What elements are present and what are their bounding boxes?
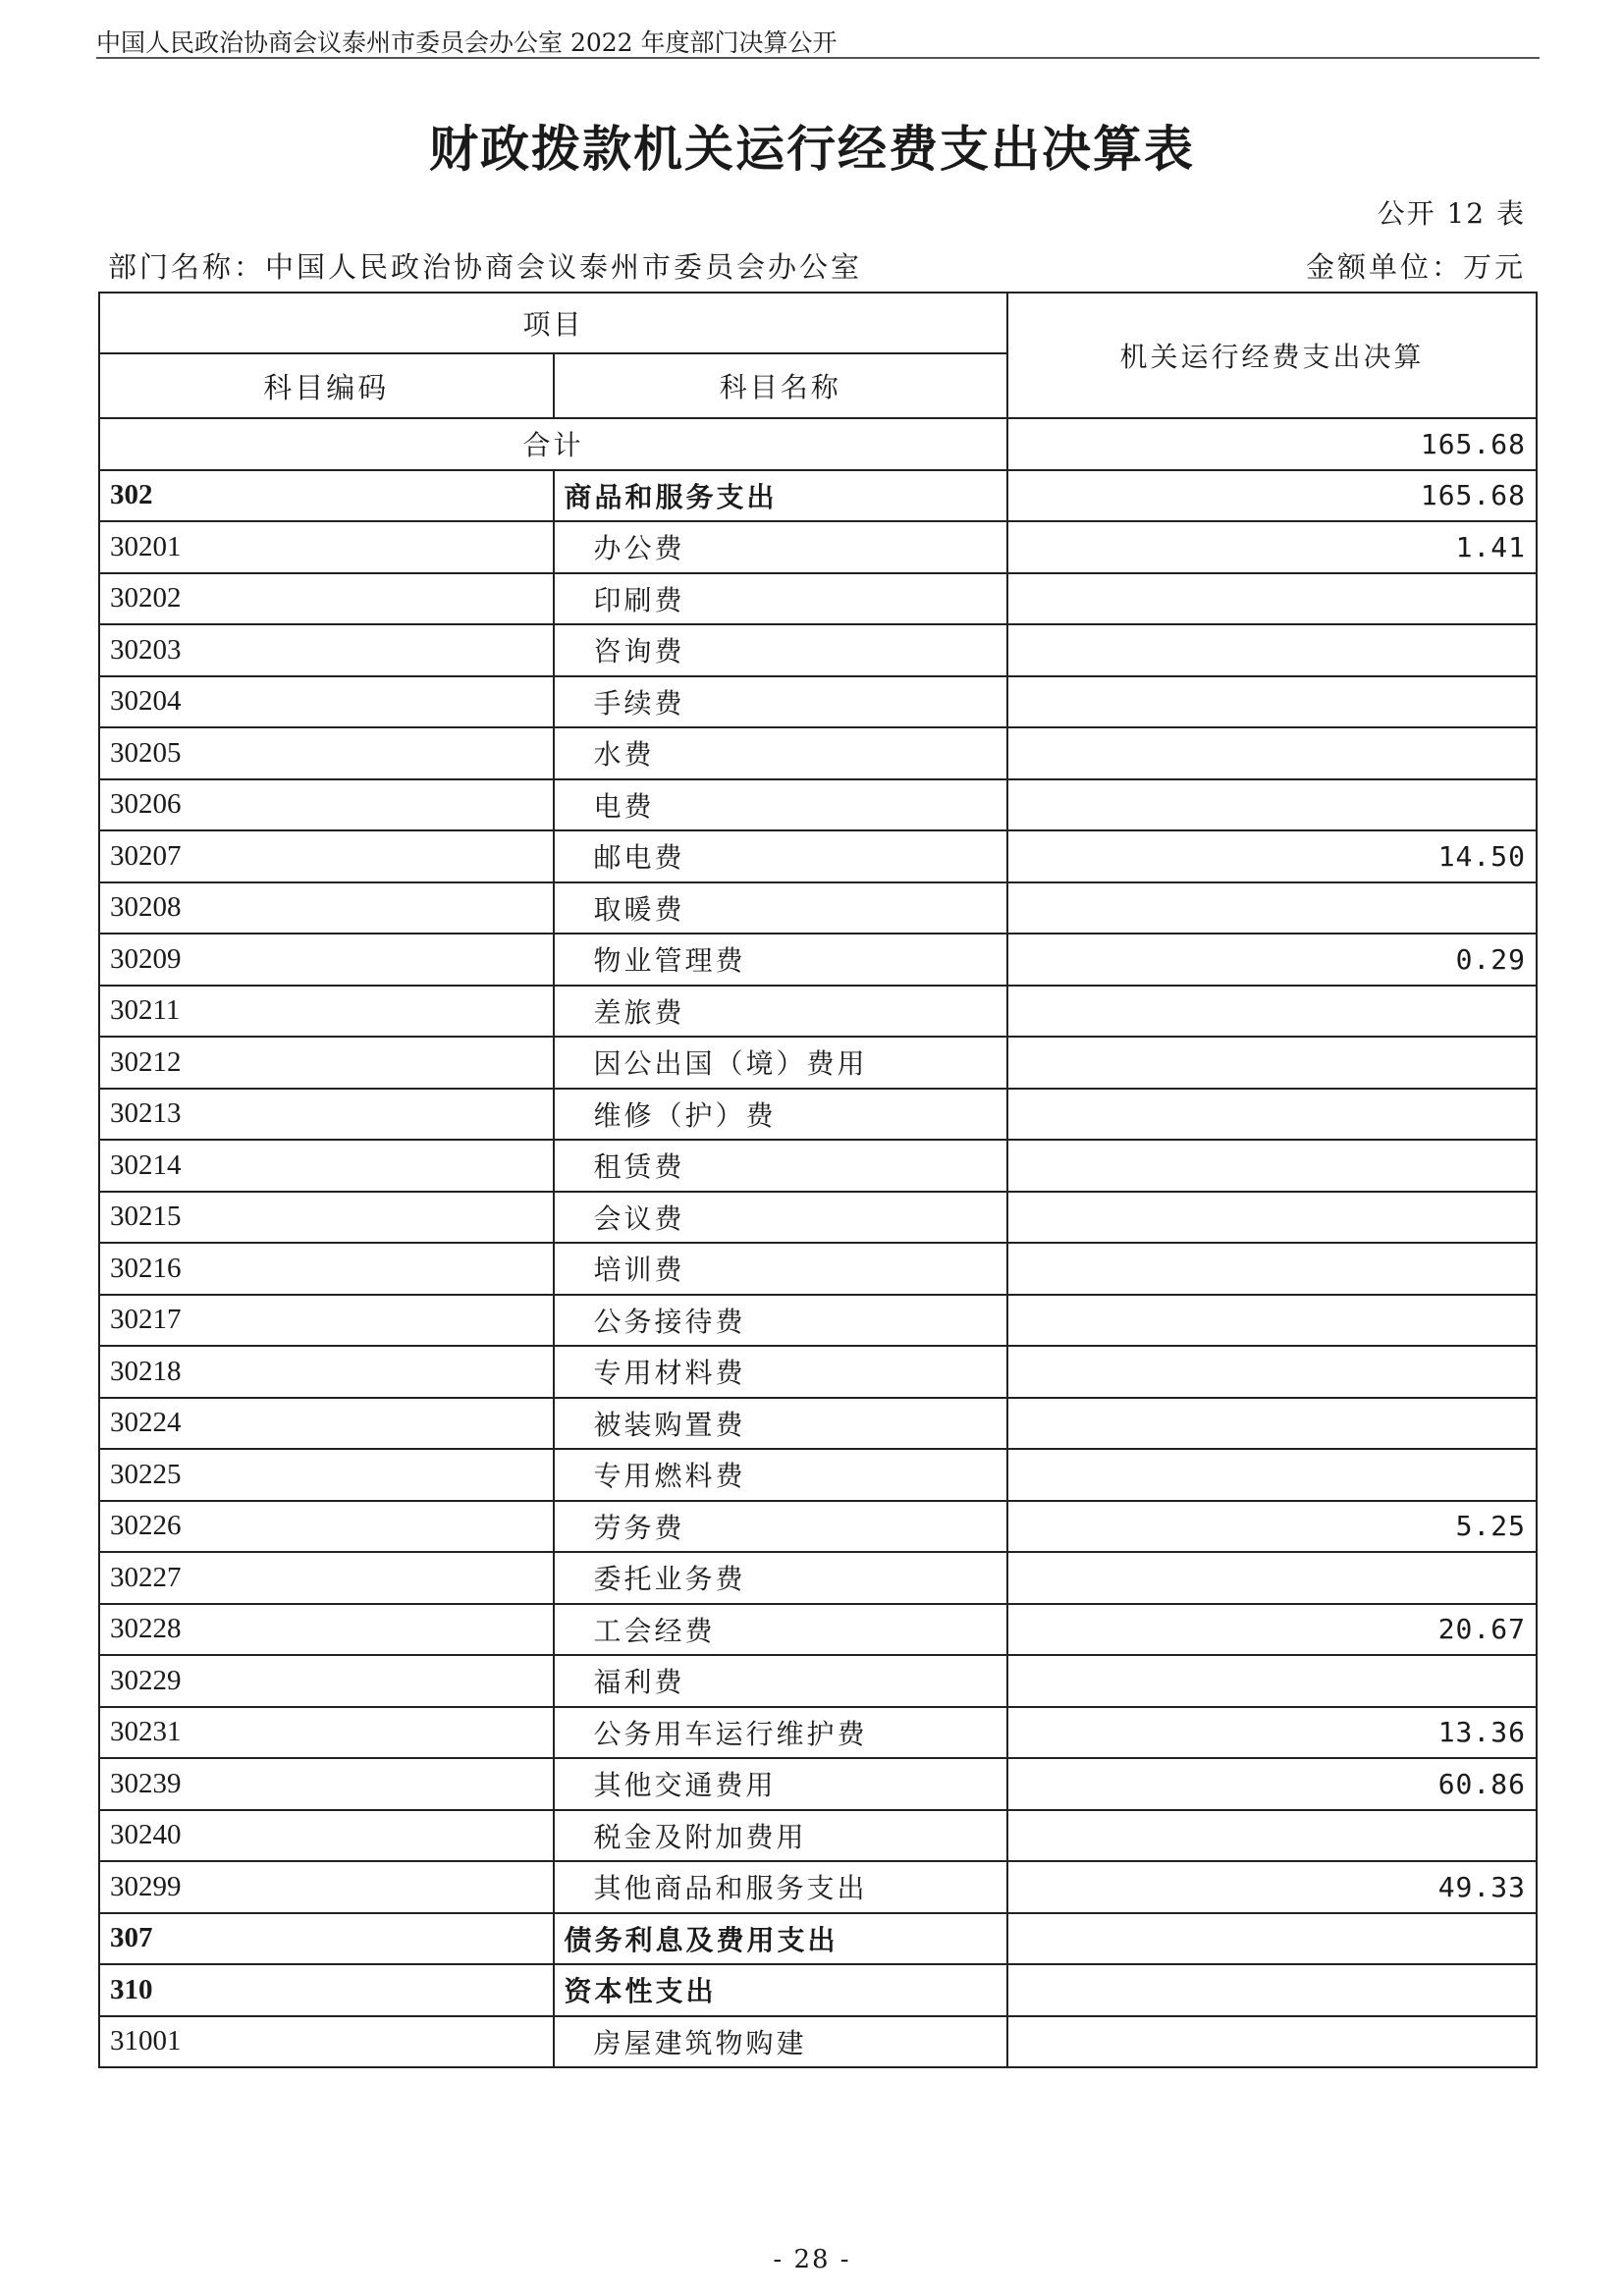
table-row [99,1707,1537,1759]
row-name: 咨询费 [554,624,1008,676]
header-project: 项目 [99,293,1007,353]
running-header: 中国人民政治协商会议泰州市委员会办公室 2022 年度部门决算公开 [96,28,838,57]
row-code: 30224 [99,1398,554,1450]
row-name: 其他交通费用 [554,1758,1008,1810]
row-code: 307 [99,1913,554,1965]
row-code: 30299 [99,1861,554,1913]
row-amount [1007,1449,1537,1501]
table-row [99,1655,1537,1707]
row-amount [1007,1089,1537,1141]
row-name: 邮电费 [554,830,1008,882]
table-row [99,1552,1537,1604]
row-code: 30225 [99,1449,554,1501]
header-divider [96,57,1540,59]
row-name: 维修（护）费 [554,1089,1008,1141]
row-name: 公务用车运行维护费 [554,1707,1008,1759]
expenditure-table [98,292,1538,2068]
row-code: 30216 [99,1243,554,1295]
row-code: 30229 [99,1655,554,1707]
row-code: 30205 [99,727,554,779]
row-name: 取暖费 [554,882,1008,934]
row-name: 租赁费 [554,1140,1008,1192]
row-code: 310 [99,1964,554,2016]
row-name: 培训费 [554,1243,1008,1295]
row-code: 30206 [99,779,554,831]
row-amount [1007,1552,1537,1604]
row-name: 因公出国（境）费用 [554,1037,1008,1089]
total-label: 合计 [99,418,1007,470]
row-amount [1007,986,1537,1038]
row-amount [1007,2016,1537,2068]
row-name: 专用燃料费 [554,1449,1008,1501]
row-name: 工会经费 [554,1604,1008,1656]
row-code: 30227 [99,1552,554,1604]
row-amount [1007,1810,1537,1862]
table-row [99,2016,1537,2068]
row-amount: 13.36 [1007,1707,1537,1759]
row-name: 印刷费 [554,573,1008,625]
table-row [99,1037,1537,1089]
table-row [99,1604,1537,1656]
table-row [99,727,1537,779]
row-name: 税金及附加费用 [554,1810,1008,1862]
row-name: 劳务费 [554,1501,1008,1553]
row-amount: 20.67 [1007,1604,1537,1656]
row-code: 30217 [99,1295,554,1347]
row-name: 差旅费 [554,986,1008,1038]
row-amount [1007,727,1537,779]
row-code: 30211 [99,986,554,1038]
table-row [99,624,1537,676]
row-amount [1007,779,1537,831]
row-amount: 49.33 [1007,1861,1537,1913]
header-amount: 机关运行经费支出决算 [1007,293,1537,418]
table-row [99,1964,1537,2016]
row-name: 资本性支出 [554,1964,1008,2016]
row-name: 手续费 [554,676,1008,728]
row-code: 30209 [99,934,554,986]
table-row [99,1398,1537,1450]
row-name: 物业管理费 [554,934,1008,986]
row-name: 委托业务费 [554,1552,1008,1604]
row-amount: 0.29 [1007,934,1537,986]
row-amount [1007,1398,1537,1450]
row-code: 30218 [99,1346,554,1398]
total-amount: 165.68 [1007,418,1537,470]
table-row [99,1089,1537,1141]
row-amount: 14.50 [1007,830,1537,882]
table-row [99,882,1537,934]
page-number: - 28 - [773,2245,851,2274]
table-row [99,1810,1537,1862]
row-code: 31001 [99,2016,554,2068]
row-name: 债务利息及费用支出 [554,1913,1008,1965]
row-code: 30214 [99,1140,554,1192]
row-amount [1007,1655,1537,1707]
table-row [99,676,1537,728]
table-row [99,986,1537,1038]
table-row [99,1346,1537,1398]
row-name: 福利费 [554,1655,1008,1707]
row-code: 30212 [99,1037,554,1089]
row-name: 电费 [554,779,1008,831]
table-row [99,1140,1537,1192]
table-row [99,1295,1537,1347]
table-row [99,1501,1537,1553]
row-amount [1007,1295,1537,1347]
row-amount [1007,1346,1537,1398]
table-row [99,934,1537,986]
row-amount [1007,1140,1537,1192]
table-row [99,470,1537,522]
row-code: 30215 [99,1192,554,1244]
header-code: 科目编码 [99,353,554,418]
table-row [99,1861,1537,1913]
table-number: 公开 12 表 [1377,197,1526,230]
row-code: 30228 [99,1604,554,1656]
row-name: 专用材料费 [554,1346,1008,1398]
row-code: 302 [99,470,554,522]
row-amount [1007,573,1537,625]
row-code: 30207 [99,830,554,882]
row-name: 办公费 [554,521,1008,573]
row-code: 30202 [99,573,554,625]
table-row [99,1758,1537,1810]
row-name: 会议费 [554,1192,1008,1244]
table-row [99,1913,1537,1965]
row-code: 30231 [99,1707,554,1759]
table-row [99,1449,1537,1501]
row-name: 商品和服务支出 [554,470,1008,522]
row-amount: 1.41 [1007,521,1537,573]
table-row [99,573,1537,625]
row-amount [1007,1243,1537,1295]
row-code: 30203 [99,624,554,676]
table-row [99,1192,1537,1244]
row-name: 公务接待费 [554,1295,1008,1347]
row-code: 30208 [99,882,554,934]
row-amount [1007,1037,1537,1089]
table-row [99,779,1537,831]
row-code: 30201 [99,521,554,573]
row-name: 水费 [554,727,1008,779]
table-row [99,521,1537,573]
row-code: 30240 [99,1810,554,1862]
row-code: 30239 [99,1758,554,1810]
header-name: 科目名称 [554,353,1008,418]
row-code: 30226 [99,1501,554,1553]
table-row [99,830,1537,882]
table-row [99,1243,1537,1295]
row-amount [1007,1192,1537,1244]
page-title: 财政拨款机关运行经费支出决算表 [429,120,1195,178]
row-amount [1007,624,1537,676]
header-row-1 [99,293,1537,353]
row-amount [1007,1913,1537,1965]
department-label: 部门名称：中国人民政治协商会议泰州市委员会办公室 [108,250,863,284]
row-amount: 165.68 [1007,470,1537,522]
amount-unit-label: 金额单位：万元 [1305,250,1526,284]
row-amount [1007,676,1537,728]
row-amount: 5.25 [1007,1501,1537,1553]
total-row [99,418,1537,470]
row-code: 30204 [99,676,554,728]
row-amount [1007,1964,1537,2016]
row-amount: 60.86 [1007,1758,1537,1810]
row-amount [1007,882,1537,934]
row-name: 其他商品和服务支出 [554,1861,1008,1913]
row-name: 房屋建筑物购建 [554,2016,1008,2068]
row-name: 被装购置费 [554,1398,1008,1450]
row-code: 30213 [99,1089,554,1141]
